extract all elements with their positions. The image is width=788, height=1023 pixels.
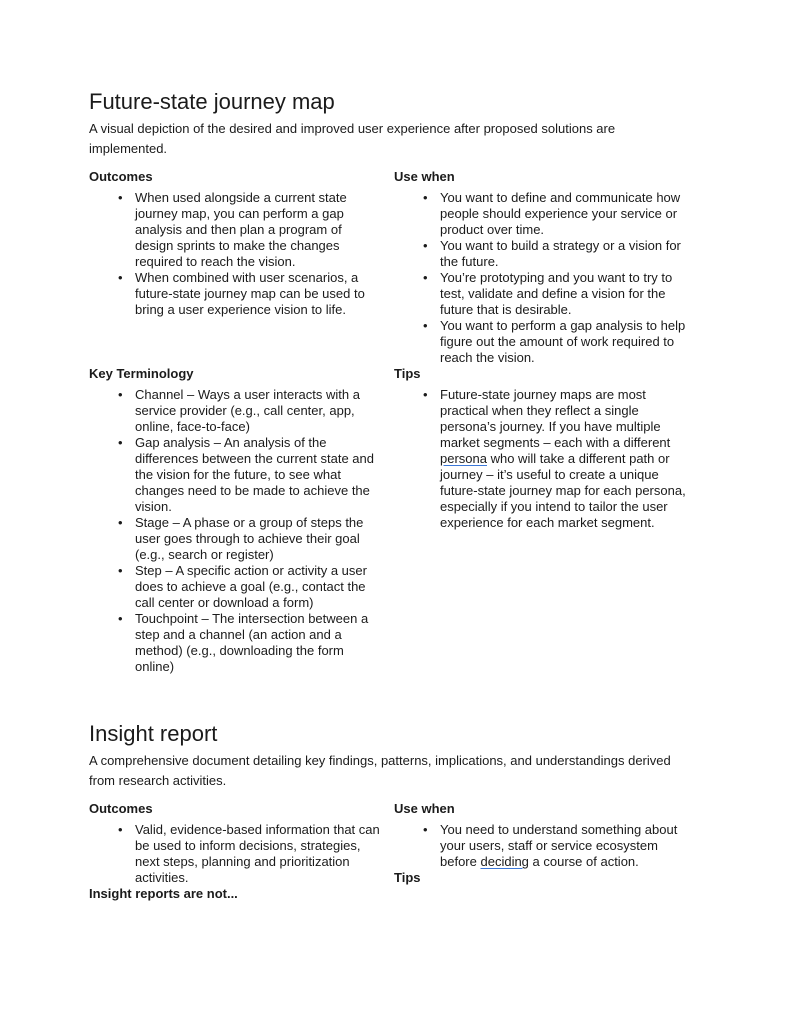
tips-cell [394, 366, 701, 675]
deciding-link[interactable]: deciding [480, 854, 529, 869]
insight-reports-are-not-heading: Insight reports are not... [89, 886, 238, 901]
list-item: • You want to define and communicate how people should experience your service or product over time. [440, 190, 687, 238]
section-description: A comprehensive document detailing key findings, patterns, implications, and understandings derived from research activities. [89, 753, 671, 788]
list-item: • Gap analysis – An analysis of the differences between the current state and the vision for the future, to see what changes need to be made to achieve the vision. [135, 435, 380, 515]
list-item: • You’re prototyping and you want to try to test, validate and define a vision for the future that is desirable. [440, 270, 687, 318]
key-terminology-heading: Key Terminology [89, 366, 194, 381]
list-item: • When used alongside a current state journey map, you can perform a gap analysis and then plan a program of design sprints to make the changes required to reach the vision. [135, 190, 380, 270]
outcomes-heading: Outcomes [89, 169, 153, 184]
list-item: • Step – A specific action or activity a user does to achieve a goal (e.g., contact the call center or download a form) [135, 563, 380, 611]
section-title-insight-report: Insight report [89, 721, 218, 746]
outcomes-list [89, 190, 394, 318]
use-when-heading: Use when [394, 169, 455, 184]
list-item: • When combined with user scenarios, a future-state journey map can be used to bring a user experience vision to life. [135, 270, 380, 318]
list-item: • You want to build a strategy or a vision for the future. [440, 238, 687, 270]
use-when-text-post: a course of action. [528, 854, 639, 869]
list-item: • Valid, evidence-based information that can be used to inform decisions, strategies, next steps, planning and prioritization activities. [135, 822, 380, 886]
outcomes-heading: Outcomes [89, 801, 153, 816]
outcomes-cell [89, 169, 394, 366]
tips-heading: Tips [394, 870, 421, 885]
persona-link[interactable]: persona [440, 451, 487, 466]
use-when-cell [394, 801, 701, 902]
use-when-heading: Use when [394, 801, 455, 816]
section-description: A visual depiction of the desired and improved user experience after proposed solutions are implemented. [89, 121, 616, 156]
outcomes-cell [89, 801, 394, 902]
tips-list [394, 387, 701, 531]
tip-text-pre: Future-state journey maps are most practical when they reflect a single persona’s journey. If you have multiple market segments – each with a different [440, 387, 671, 450]
use-when-list [394, 190, 701, 366]
tips-heading: Tips [394, 366, 421, 381]
two-column-layout [89, 169, 701, 675]
two-column-layout [89, 801, 701, 902]
key-terminology-list [89, 387, 394, 675]
use-when-text-pre: You need to understand something about your users, staff or service ecosystem before [440, 822, 678, 869]
list-item [440, 822, 687, 870]
list-item: • Channel – Ways a user interacts with a service provider (e.g., call center, app, online, face-to-face) [135, 387, 380, 435]
tip-text-post: who will take a different path or journey – it’s useful to create a unique future-state journey map for each persona, especially if you intend to tailor the user experience for each market segment. [440, 451, 686, 530]
use-when-cell [394, 169, 701, 366]
key-terminology-cell [89, 366, 394, 675]
list-item: • Touchpoint – The intersection between a step and a channel (an action and a method) (e.g., downloading the form online) [135, 611, 380, 675]
list-item: • Stage – A phase or a group of steps the user goes through to achieve their goal (e.g., search or register) [135, 515, 380, 563]
list-item [440, 387, 687, 531]
list-item: • You want to perform a gap analysis to help figure out the amount of work required to reach the vision. [440, 318, 687, 366]
outcomes-list [89, 822, 394, 886]
use-when-list [394, 822, 701, 870]
section-title-future-state-journey-map: Future-state journey map [89, 89, 335, 114]
